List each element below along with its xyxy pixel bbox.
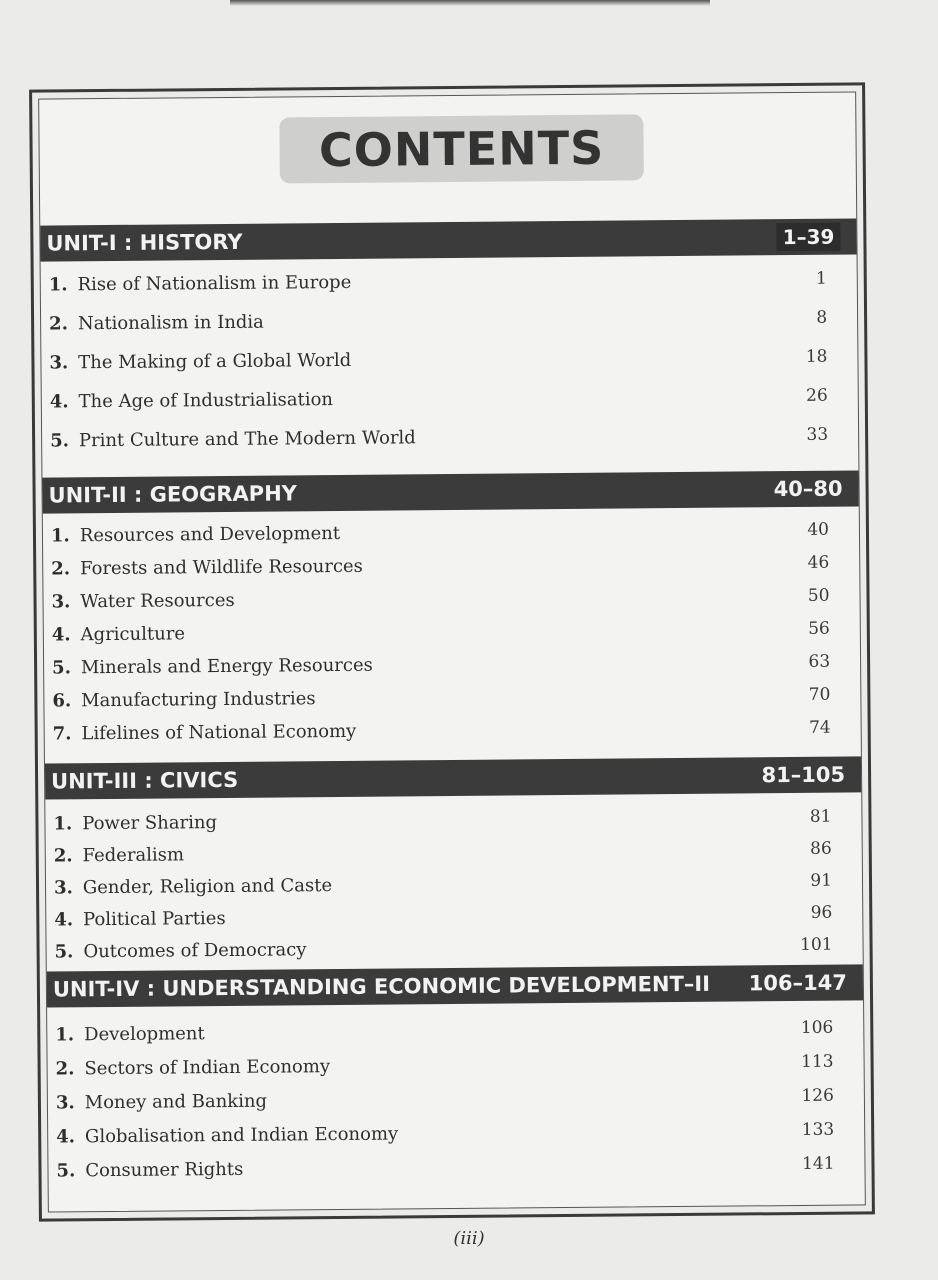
chapter-title: Rise of Nationalism in Europe: [77, 271, 352, 296]
chapter-page: 91: [810, 870, 833, 891]
chapter-list: [43, 506, 861, 750]
chapter-page: 86: [810, 838, 832, 859]
page-top-shadow: [230, 0, 710, 6]
chapter-number: 3.: [53, 876, 73, 898]
chapter-page: 8: [816, 307, 828, 328]
page-number-footer: (iii): [453, 1228, 485, 1249]
chapter-page: 46: [807, 552, 830, 573]
chapter-number: 3.: [49, 352, 69, 374]
chapter-title: The Age of Industrialisation: [78, 389, 334, 413]
chapter-number: 4.: [49, 391, 69, 413]
chapter-number: 2.: [49, 313, 69, 335]
chapter-title: Lifelines of National Economy: [81, 720, 357, 745]
chapter-page: 70: [808, 684, 831, 705]
unit-page-range: 40–80: [773, 476, 843, 502]
chapter-item: [42, 414, 858, 460]
chapter-title: Manufacturing Industries: [81, 688, 316, 712]
unit-page-range: 1–39: [777, 223, 841, 252]
unit-civics: [45, 756, 863, 967]
chapter-page: 1: [815, 268, 827, 289]
chapter-title: Outcomes of Democracy: [83, 938, 307, 962]
chapter-number: 1.: [53, 812, 73, 834]
chapter-title: The Making of a Global World: [78, 349, 352, 374]
chapter-page: 40: [807, 519, 830, 540]
chapter-number: 2.: [53, 844, 73, 866]
chapter-page: 50: [807, 585, 830, 606]
chapter-number: 4.: [54, 908, 74, 930]
chapter-list: [45, 792, 862, 967]
chapter-page: 63: [808, 651, 831, 672]
chapter-title: Nationalism in India: [77, 311, 264, 335]
chapter-title: Gender, Religion and Caste: [82, 874, 333, 898]
chapter-page: 81: [809, 806, 832, 827]
chapter-title: Sectors of Indian Economy: [84, 1055, 331, 1079]
chapter-number: 7.: [52, 723, 72, 745]
unit-economics: [47, 964, 865, 1187]
chapter-list: [41, 254, 859, 460]
chapter-number: 1.: [48, 274, 68, 296]
contents-inner-frame: [38, 91, 866, 1212]
chapter-page: 18: [805, 346, 828, 367]
page-title: CONTENTS: [318, 120, 605, 178]
chapter-page: 101: [800, 934, 833, 955]
unit-label: UNIT-I : HISTORY: [46, 229, 243, 256]
chapter-number: 3.: [55, 1091, 75, 1113]
chapter-item: [48, 1146, 864, 1187]
chapter-page: 26: [806, 385, 828, 406]
chapter-title: Power Sharing: [82, 811, 218, 834]
unit-geography: [42, 470, 860, 750]
chapter-title: Political Parties: [83, 907, 226, 930]
chapter-number: 2.: [51, 558, 71, 580]
chapter-page: 126: [801, 1085, 834, 1106]
chapter-title: Federalism: [82, 843, 185, 866]
contents-title-box: [279, 114, 644, 183]
chapter-title: Minerals and Energy Resources: [80, 654, 373, 679]
chapter-page: 33: [806, 424, 829, 445]
unit-history: [40, 218, 858, 460]
chapter-number: 1.: [55, 1023, 75, 1045]
chapter-title: Globalisation and Indian Economy: [84, 1122, 399, 1147]
chapter-title: Development: [84, 1022, 205, 1045]
unit-label: UNIT-III : CIVICS: [51, 767, 239, 794]
unit-page-range: 81–105: [761, 762, 846, 788]
chapter-list: [47, 1000, 865, 1187]
chapter-title: Water Resources: [80, 589, 235, 613]
chapter-number: 3.: [51, 591, 71, 613]
chapter-page: 56: [808, 618, 830, 639]
chapter-page: 106: [800, 1017, 834, 1038]
chapter-number: 1.: [50, 525, 70, 547]
chapter-title: Agriculture: [80, 623, 186, 646]
unit-label: UNIT-IV : UNDERSTANDING ECONOMIC DEVELOPMENT–II: [52, 971, 711, 1002]
chapter-title: Consumer Rights: [85, 1158, 244, 1181]
chapter-page: 113: [801, 1051, 834, 1072]
chapter-number: 5.: [52, 657, 72, 679]
chapter-number: 5.: [50, 430, 70, 452]
chapter-page: 74: [808, 717, 831, 738]
chapter-title: Money and Banking: [84, 1090, 268, 1113]
chapter-item: [46, 928, 862, 967]
chapter-page: 141: [801, 1153, 835, 1174]
chapter-number: 5.: [54, 940, 74, 962]
chapter-number: 4.: [51, 624, 71, 646]
chapter-number: 5.: [56, 1159, 76, 1181]
contents-frame: [29, 82, 875, 1221]
chapter-number: 4.: [56, 1125, 76, 1147]
chapter-page: 133: [801, 1119, 835, 1140]
chapter-title: Print Culture and The Modern World: [78, 427, 416, 452]
chapter-item: [45, 710, 861, 750]
chapter-title: Resources and Development: [79, 522, 341, 547]
chapter-number: 6.: [52, 690, 72, 712]
chapter-number: 2.: [55, 1057, 75, 1079]
chapter-page: 96: [810, 902, 833, 923]
unit-page-range: 106–147: [748, 970, 848, 996]
unit-label: UNIT-II : GEOGRAPHY: [48, 481, 298, 508]
chapter-title: Forests and Wildlife Resources: [79, 555, 363, 580]
